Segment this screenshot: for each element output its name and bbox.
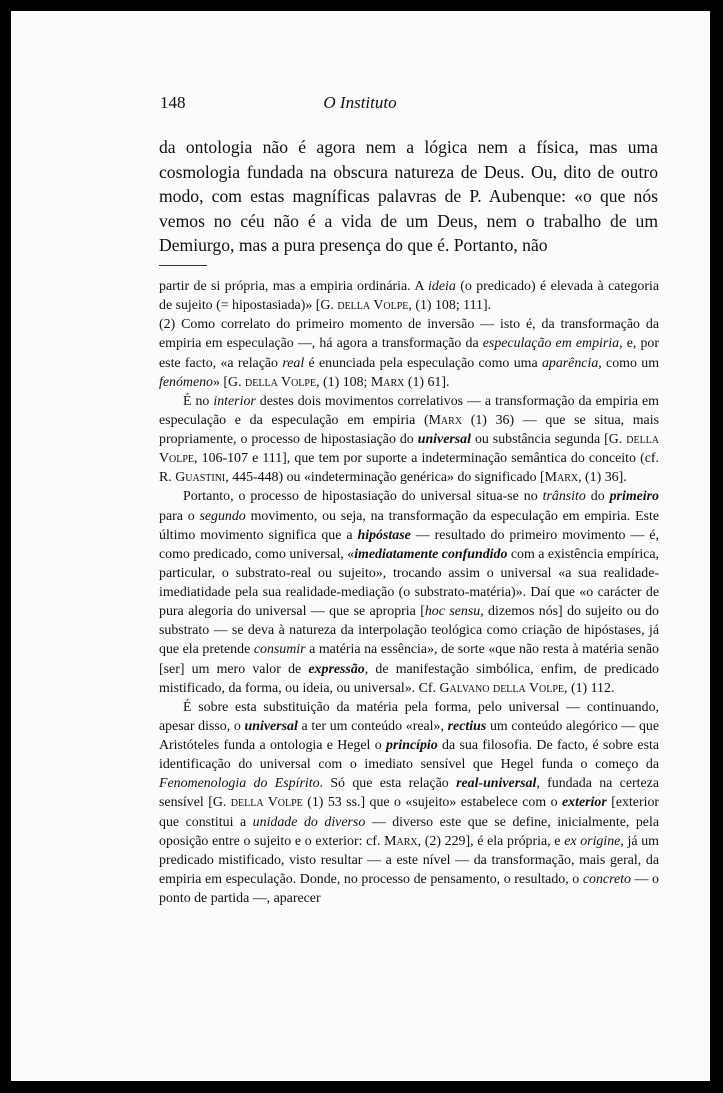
footnotes xyxy=(159,277,659,908)
main-text xyxy=(159,135,658,258)
note-2: (2) Como correlato do primeiro momento de inversão — isto é, da transformação da empiria em especulação —, há agora a transformação da especulação em empiria, e, por este facto, «a relação real é enunciada pela especulação como uma aparência, como um fenómeno» [G. della Volpe, (1) 108; Marx (1) 61]. xyxy=(159,317,659,390)
footnote-separator xyxy=(159,265,207,266)
note-paragraph-1: partir de si própria, mas a empiria ordinária. A ideia (o predicado) é elevada à categoria de sujeito (= hipostasiada)» [G. della Volpe, (1) 108; 111]. xyxy=(159,279,659,314)
note-paragraph-4: Portanto, o processo de hipostasiação do universal situa-se no trânsito do primeiro para o segundo movimento, ou seja, na transformação da especulação em empiria. Este último movimento significa que a hipóstase — resultado do primeiro movimento — é, como predicado, como universal, «imediatamente confundido com a existência empírica, particular, o substrato-real ou sujeito», trocando assim o universal «a sua realidade-imediatidade pela sua realidade-mediação (o substrato-matéria)». Daí que «o carácter de pura alegoria do universal — que se apropria [hoc sensu, dizemos nós] do sujeito ou do substrato — se deva à natureza da interpolação teológica como criação de hipóstases, já que ela pretende consumir a matéria na essência», de sorte «que não resta à matéria senão [ser] um mero valor de expressão, de manifestação simbólica, enfim, de predicado mistificado, da forma, ou ideia, ou universal». Cf. Galvano della Volpe, (1) 112. xyxy=(159,489,659,696)
note-paragraph-3: É no interior destes dois movimentos correlativos — a transformação da empiria em especulação e da especulação em empiria (Marx (1) 36) — que se situa, mais propriamente, o processo de hipostasiação do universal ou substância segunda [G. della Volpe, 106-107 e 111], que tem por suporte a indeterminação semântica do conceito (cf. R. Guastini, 445-448) ou «indeterminação genérica» do significado [Marx, (1) 36]. xyxy=(159,393,660,486)
page-number: 148 xyxy=(160,93,186,112)
note-paragraph-5: É sobre esta substituição da matéria pela forma, pelo universal — continuando, apesar disso, o universal a ter um conteúdo «real», rectius um conteúdo alegórico — que Aristóteles funda a ontologia e Hegel o princípio da sua filosofia. De facto, é sobre esta identificação do universal com o imediato sensível que Hegel funda o começo da Fenomenologia do Espírito. Só que esta relação real-universal, fundada na certeza sensível [G. della Volpe (1) 53 ss.] que o «sujeito» estabelece com o exterior [exterior que constitui a unidade do diverso — diverso este que se define, inicialmente, pela oposição entre o sujeito e o exterior: cf. Marx, (2) 229], é ela própria, e ex origine, já um predicado mistificado, visto resultar — a este nível — da transformação, mais geral, da empiria em especulação. Donde, no processo de pensamento, o resultado, o concreto — o ponto de partida —, aparecer xyxy=(159,699,660,906)
main-paragraph: da ontologia não é agora nem a lógica nem a física, mas uma cosmologia fundada na obscura natureza de Deus. Ou, dito de outro modo, com estas magníficas palavras de P. Aubenque: «o que nós vemos no céu não é a vida de um Deus, nem o trabalho de um Demiurgo, mas a pura presença do que é. Portanto, não xyxy=(159,137,658,256)
book-page xyxy=(11,11,710,1081)
running-title: O Instituto xyxy=(323,93,397,112)
